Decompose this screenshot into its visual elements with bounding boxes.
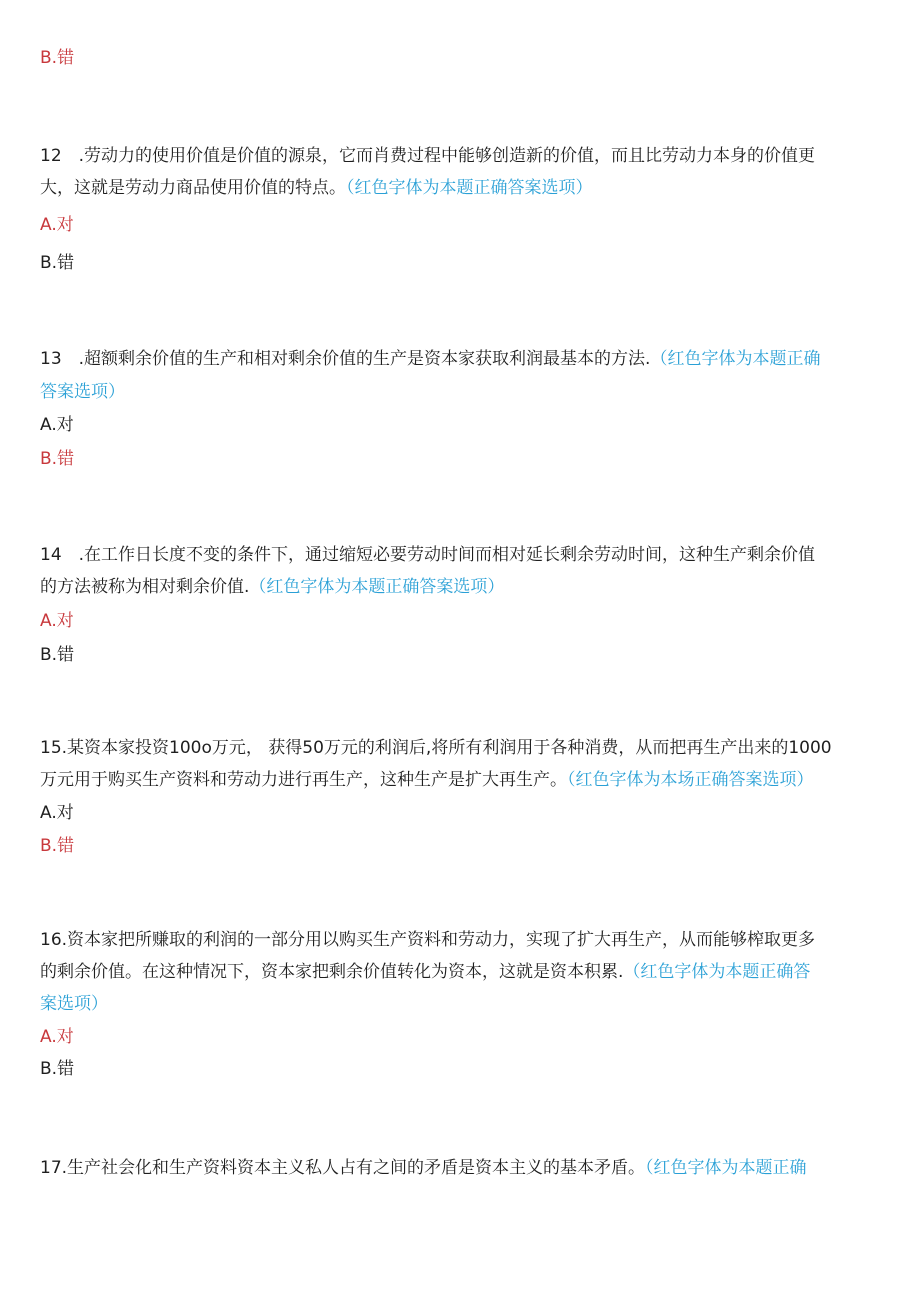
answer-hint: （红色字体为本题正确答案选项） <box>346 178 593 198</box>
question-text: 大，这就是劳动力商品使用价值的特点。 <box>40 178 346 198</box>
question-text: 万元用于购买生产资料和劳动力进行再生产，这种生产是扩大再生产。 <box>40 770 567 790</box>
question-text: 的方法被称为相对剩余价值. <box>40 577 250 597</box>
option-b: B.错 <box>40 1059 75 1079</box>
option-b: B.错 <box>40 645 75 665</box>
option-a: A.对 <box>40 1027 74 1047</box>
answer-hint: （红色字体为本题正确答案选项） <box>249 577 505 597</box>
question-15-text-cont <box>40 768 814 792</box>
question-16-text-cont <box>40 960 810 984</box>
option-a: A.对 <box>40 803 74 823</box>
option-b: B.错 <box>40 253 75 273</box>
option-b: B.错 <box>40 836 75 856</box>
option-a: A.对 <box>40 611 74 631</box>
option-a: A.对 <box>40 215 74 235</box>
question-13-text <box>40 347 820 371</box>
answer-hint-cont: 答案选项） <box>40 382 125 402</box>
question-17-text <box>40 1156 807 1180</box>
question-text: 17.生产社会化和生产资料资本主义私人占有之间的矛盾是资本主义的基本矛盾。 <box>40 1158 646 1178</box>
question-14-text-cont <box>40 575 504 599</box>
question-12-text-cont <box>40 176 593 200</box>
option-b: B.错 <box>40 48 75 68</box>
question-16-text: 16.资本家把所赚取的利润的一部分用以购买生产资料和劳动力，实现了扩大再生产，从而能够榨取更多 <box>40 930 816 950</box>
question-15-text: 15.某资本家投资100o万元， 获得50万元的利润后,将所有利润用于各种消费，从而把再生产出来的1000 <box>40 738 832 758</box>
answer-hint: （红色字体为本题正确 <box>650 349 821 369</box>
answer-hint-cont: 案选项） <box>40 994 108 1014</box>
answer-hint: （红色字体为本题正确答 <box>623 962 811 982</box>
question-12-text: 12 .劳动力的使用价值是价值的源泉，它而肖费过程中能够创造新的价值，而且比劳动力本身的价值更 <box>40 146 816 166</box>
question-text: 的剩余价值。在这种情况下，资本家把剩余价值转化为资本，这就是资本积累. <box>40 962 624 982</box>
answer-hint: （红色字体为本场正确答案选项） <box>567 770 814 790</box>
question-text: .超额剩余价值的生产和相对剩余价值的生产是资本家获取利润最基本的方法. <box>78 349 651 369</box>
question-14-text: 14 .在工作日长度不变的条件下，通过缩短必要劳动时间而相对延长剩余劳动时间，这种生产剩余价值 <box>40 545 816 565</box>
option-b: B.错 <box>40 449 75 469</box>
answer-hint: （红色字体为本题正确 <box>645 1158 807 1178</box>
option-a: A.对 <box>40 415 74 435</box>
question-number: 13 <box>40 349 62 369</box>
